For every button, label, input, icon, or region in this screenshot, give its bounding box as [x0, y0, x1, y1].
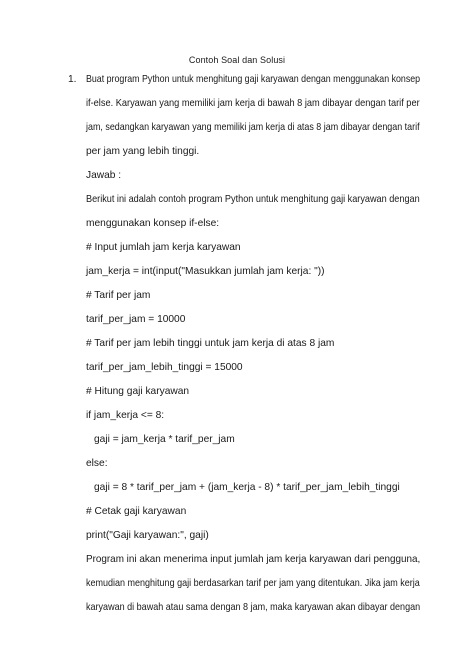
- code-line: else:: [86, 458, 108, 469]
- question-line: if-else. Karyawan yang memiliki jam kerja di bawah 8 jam dibayar dengan tarif per: [86, 98, 420, 109]
- code-line: tarif_per_jam = 10000: [86, 314, 186, 325]
- document-title: Contoh Soal dan Solusi: [188, 55, 286, 65]
- code-comment: # Cetak gaji karyawan: [86, 506, 187, 517]
- code-line: gaji = jam_kerja * tarif_per_jam: [94, 434, 235, 445]
- explanation-line: karyawan di bawah atau sama dengan 8 jam, maka karyawan akan dibayar dengan: [86, 602, 421, 613]
- code-comment: # Tarif per jam: [86, 290, 151, 301]
- code-line: if jam_kerja <= 8:: [86, 410, 165, 421]
- code-comment: # Input jumlah jam kerja karyawan: [86, 242, 241, 253]
- code-comment: # Tarif per jam lebih tinggi untuk jam kerja di atas 8 jam: [86, 338, 335, 349]
- question-line: Buat program Python untuk menghitung gaji karyawan dengan menggunakan konsep: [86, 74, 421, 85]
- code-comment: # Hitung gaji karyawan: [86, 386, 190, 397]
- list-number: 1.: [68, 74, 77, 85]
- answer-label: Jawab :: [86, 170, 122, 181]
- answer-line: Berikut ini adalah contoh program Python untuk menghitung gaji karyawan dengan: [86, 194, 420, 205]
- answer-line: menggunakan konsep if-else:: [86, 218, 220, 229]
- code-line: print("Gaji karyawan:", gaji): [86, 530, 209, 541]
- question-line: per jam yang lebih tinggi.: [86, 146, 200, 157]
- explanation-line: Program ini akan menerima input jumlah jam kerja karyawan dari pengguna,: [86, 554, 421, 565]
- code-line: jam_kerja = int(input("Masukkan jumlah jam kerja: ")): [86, 266, 325, 277]
- question-line: jam, sedangkan karyawan yang memiliki jam kerja di atas 8 jam dibayar dengan tarif: [86, 122, 420, 133]
- explanation-line: kemudian menghitung gaji berdasarkan tarif per jam yang ditentukan. Jika jam kerja: [86, 578, 420, 589]
- code-line: tarif_per_jam_lebih_tinggi = 15000: [86, 362, 243, 373]
- code-line: gaji = 8 * tarif_per_jam + (jam_kerja - 8) * tarif_per_jam_lebih_tinggi: [94, 482, 400, 493]
